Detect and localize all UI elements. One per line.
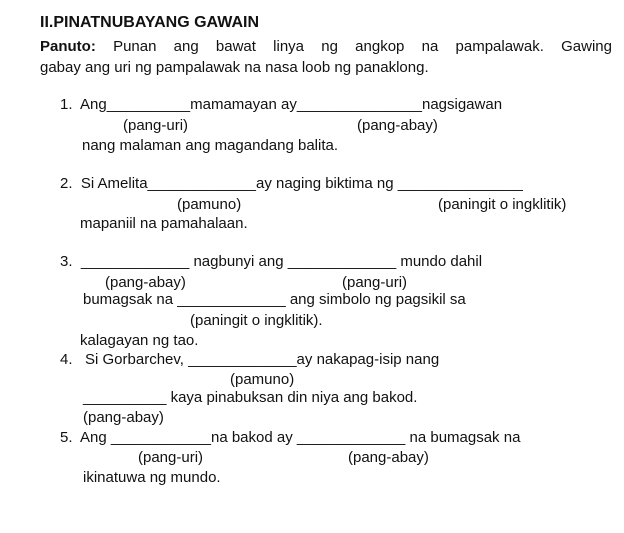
item-5-continuation: ikinatuwa ng mundo.	[83, 469, 221, 486]
item-1-label-1: (pang-uri)	[123, 117, 189, 134]
instructions-label: Panuto:	[40, 38, 96, 55]
item-3-label-1: (pang-abay)	[105, 274, 186, 291]
item-5-label-1: (pang-uri)	[138, 449, 204, 466]
item-1-continuation: nang malaman ang magandang balita.	[82, 137, 339, 154]
instructions-line-1	[40, 38, 612, 56]
item-4-line: 4. Si Gorbarchev, _____________ay nakapag-isip nang	[60, 351, 440, 368]
item-2-label-2: (paningit o ingklitik)	[438, 196, 567, 213]
item-5-label-2: (pang-abay)	[348, 449, 429, 466]
item-4-continuation: __________ kaya pinabuksan din niya ang bakod.	[83, 389, 418, 406]
item-1-line: 1. Ang__________mamamayan ay_______________nagsigawan	[60, 96, 503, 113]
section-title: II.PINATNUBAYANG GAWAIN	[40, 14, 259, 31]
item-5-line: 5. Ang ____________na bakod ay _____________ na bumagsak na	[60, 429, 521, 446]
item-3-label-3: (paningit o ingklitik).	[190, 312, 323, 329]
item-2-label-1: (pamuno)	[177, 196, 242, 213]
item-4-label-1: (pamuno)	[230, 371, 295, 388]
instructions-line-2: gabay ang uri ng pampalawak na nasa loob ng panaklong.	[40, 59, 429, 76]
item-3-label-2: (pang-uri)	[342, 274, 408, 291]
item-2-continuation: mapaniil na pamahalaan.	[80, 215, 248, 232]
item-3-continuation: bumagsak na _____________ ang simbolo ng pagsikil sa	[83, 291, 466, 308]
item-1-label-2: (pang-abay)	[357, 117, 438, 134]
instructions-text: Punan ang bawat linya ng angkop na pampalawak. Gawing	[113, 38, 612, 55]
item-3-continuation-2: kalagayan ng tao.	[80, 332, 199, 349]
item-2-line: 2. Si Amelita_____________ay naging biktima ng _______________	[60, 175, 523, 192]
item-4-label-2: (pang-abay)	[83, 409, 164, 426]
item-3-line: 3. _____________ nagbunyi ang _____________ mundo dahil	[60, 253, 483, 270]
